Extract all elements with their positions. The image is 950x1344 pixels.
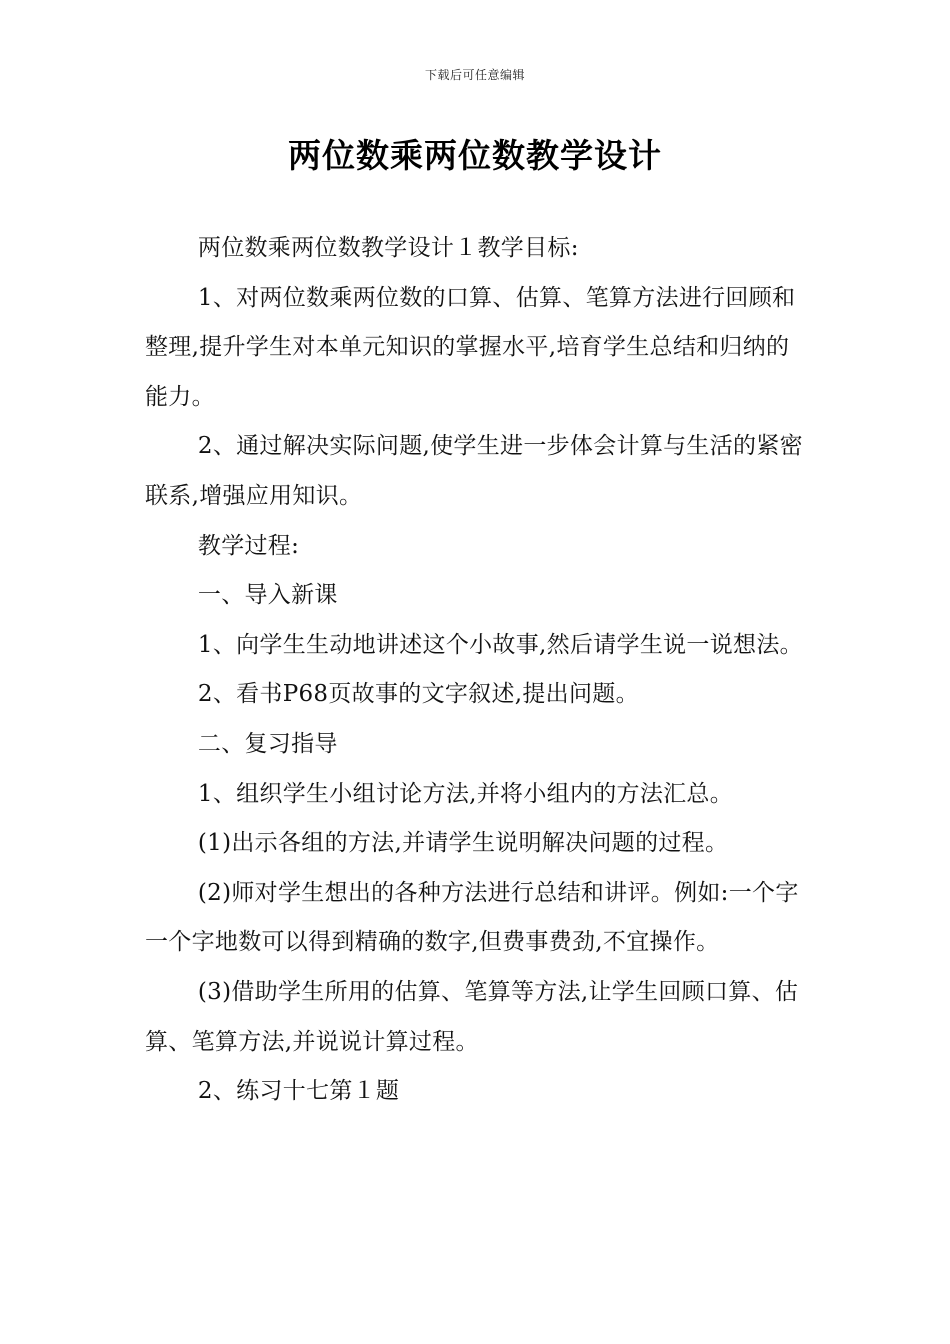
document-body: [145, 224, 807, 1117]
paragraph-review-sub-2: (2)师对学生想出的各种方法进行总结和讲评。例如:一个字一个字地数可以得到精确的数字,但费事费劲,不宜操作。: [145, 879, 799, 956]
header-note: 下载后可任意编辑: [424, 68, 525, 82]
paragraph-objective-1: 1、对两位数乘两位数的口算、估算、笔算方法进行回顾和整理,提升学生对本单元知识的掌握水平,培育学生总结和归纳的能力。: [145, 284, 796, 410]
document-title: 两位数乘两位数教学设计: [288, 136, 662, 175]
paragraph-intro: 两位数乘两位数教学设计１教学目标:: [197, 235, 579, 261]
paragraph-intro-step-2: 2、看书P68页故事的文字叙述,提出问题。: [197, 681, 639, 708]
paragraph-objective-2: 2、通过解决实际问题,使学生进一步体会计算与生活的紧密联系,增强应用知识。: [145, 433, 803, 509]
paragraph-review-step-1: 1、组织学生小组讨论方法,并将小组内的方法汇总。: [197, 780, 734, 807]
paragraph-process-heading: 教学过程:: [197, 532, 300, 559]
paragraph-review-sub-1: (1)出示各组的方法,并请学生说明解决问题的过程。: [197, 830, 729, 857]
paragraph-intro-step-1: 1、向学生生动地讲述这个小故事,然后请学生说一说想法。: [197, 631, 803, 658]
paragraph-review-sub-3: (3)借助学生所用的估算、笔算等方法,让学生回顾口算、估算、笔算方法,并说说计算过程。: [145, 978, 799, 1055]
section-heading-intro: 一、导入新课: [197, 582, 338, 609]
paragraph-exercise: 2、练习十七第１题: [197, 1078, 400, 1105]
section-heading-review: 二、复习指导: [197, 730, 338, 757]
